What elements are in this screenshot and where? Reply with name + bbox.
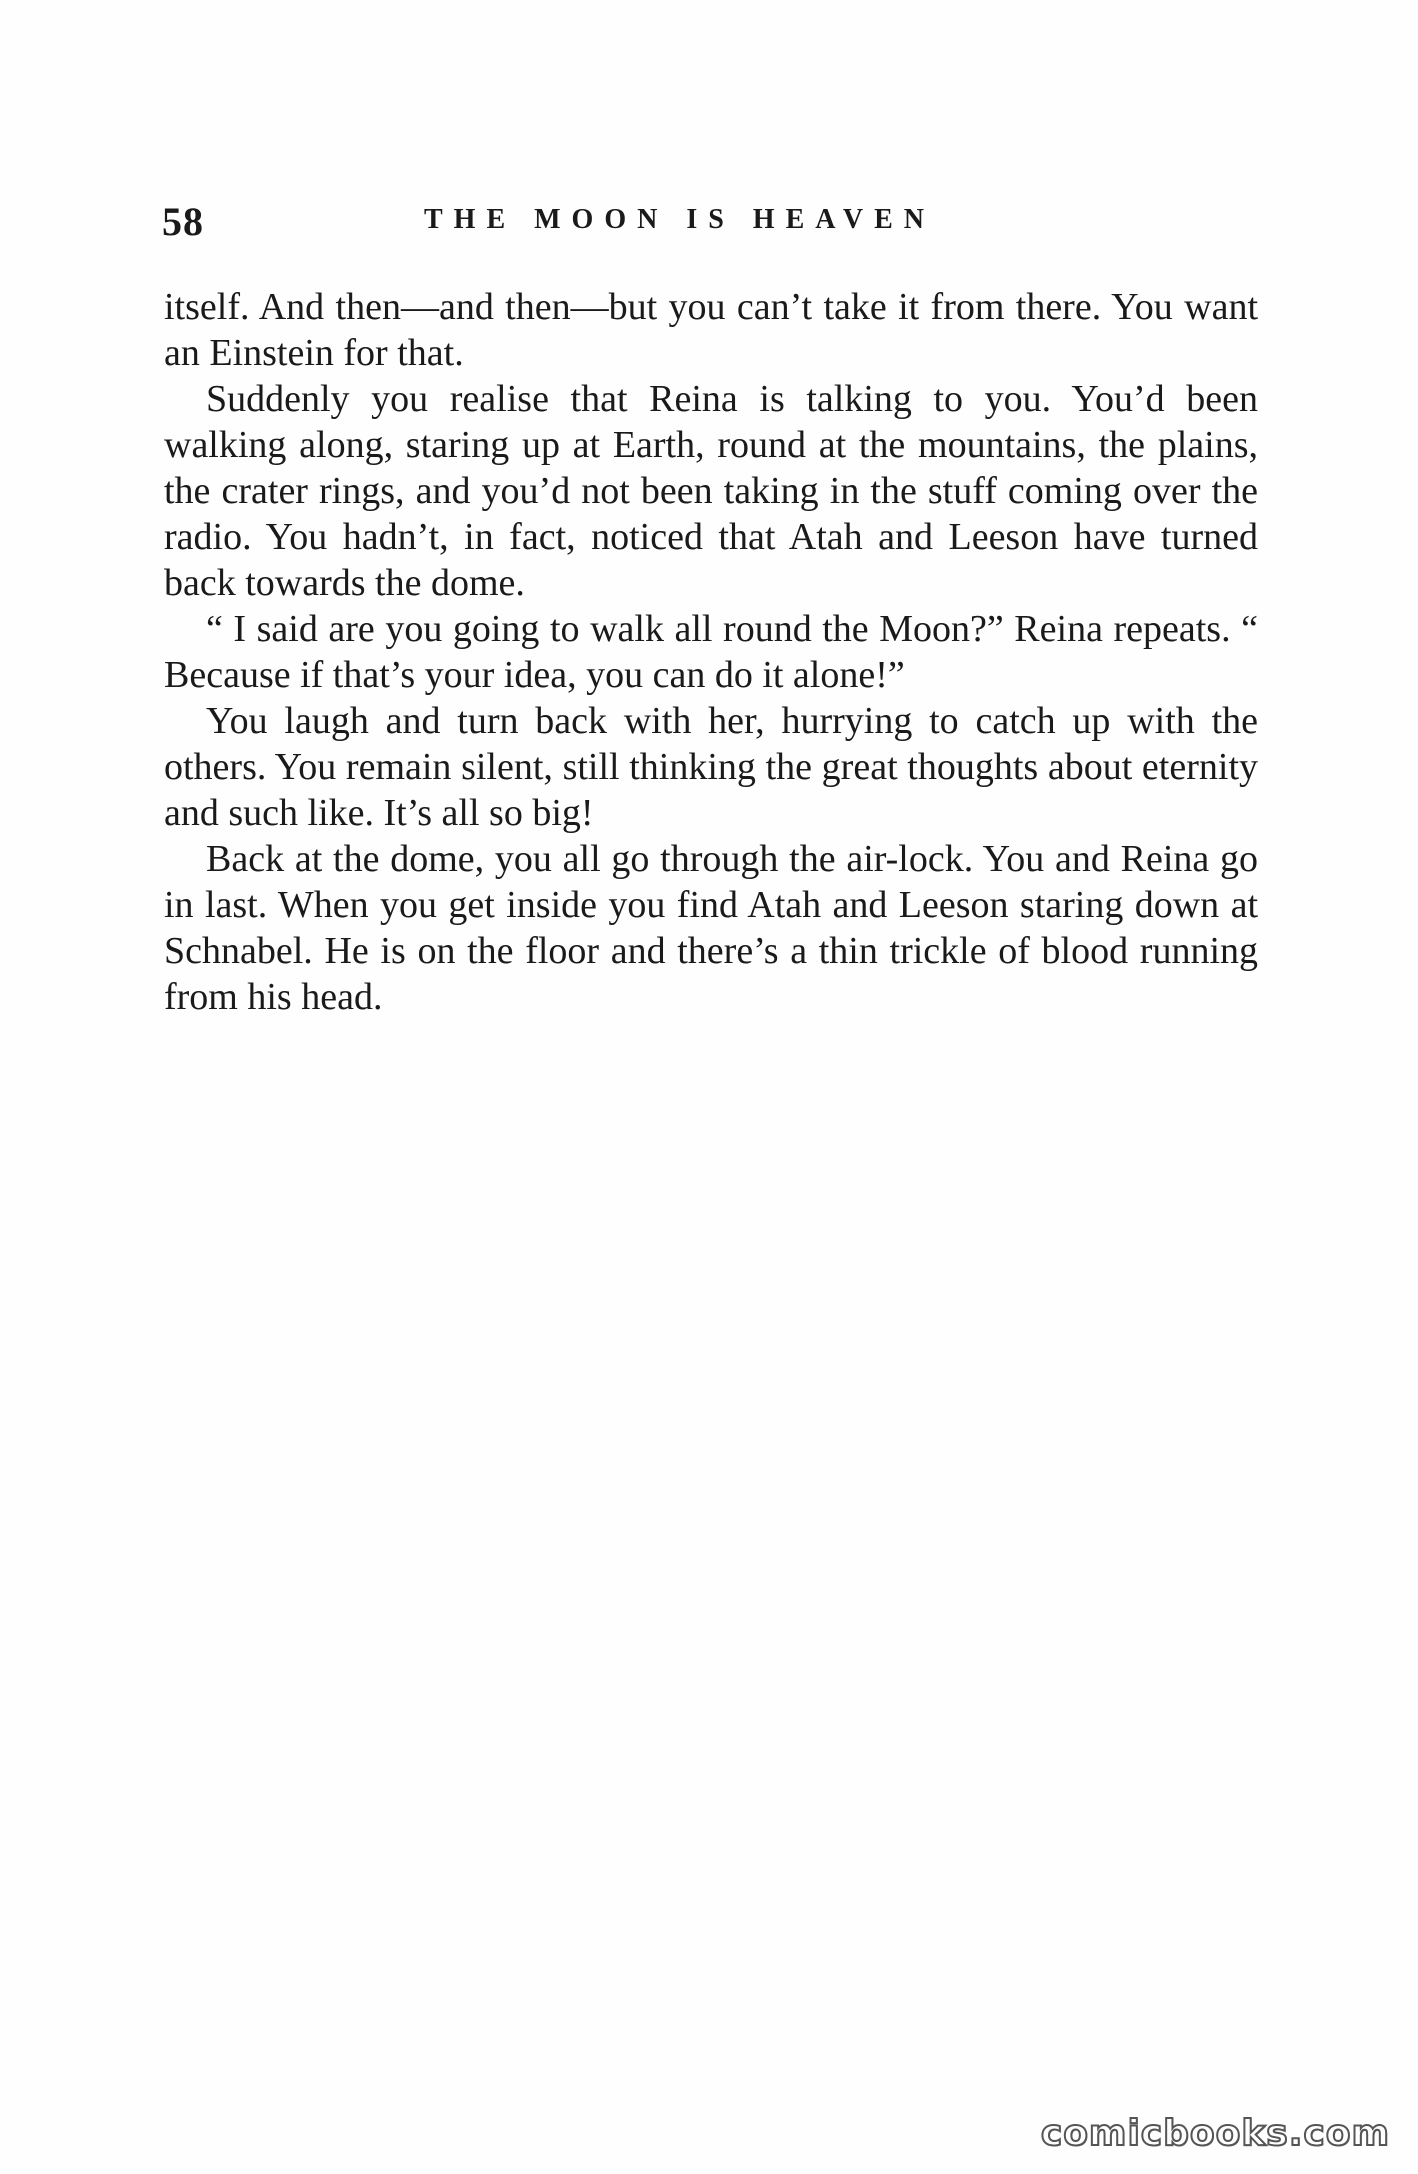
running-head — [162, 198, 1262, 248]
page-number: 58 — [162, 199, 204, 244]
paragraph: itself. And then—and then—but you can’t take it from there. You want an Einstein for that. — [164, 286, 1258, 374]
paragraph: Back at the dome, you all go through the air-lock. You and Reina go in last. When you get inside you find Atah and Leeson staring down at Schnabel. He is on the floor and there’s a thin trickle of blood running from his head. — [164, 838, 1258, 1018]
running-title: THE MOON IS HEAVEN — [424, 204, 935, 235]
paragraph: You laugh and turn back with her, hurrying to catch up with the others. You remain silent, still thinking the great thoughts about eternity and such like. It’s all so big! — [164, 700, 1258, 834]
paragraph: “ I said are you going to walk all round the Moon?” Reina repeats. “ Because if that’s your idea, you can do it alone!” — [164, 608, 1258, 696]
body-text — [164, 284, 1258, 1020]
paragraph: Suddenly you realise that Reina is talking to you. You’d been walking along, staring up at Earth, round at the mountains, the plains, the crater rings, and you’d not been taking in the stuff coming over the radio. You hadn’t, in fact, noticed that Atah and Leeson have turned back towards the dome. — [164, 378, 1258, 604]
watermark-logo: comicbooks.com — [1040, 2113, 1390, 2154]
